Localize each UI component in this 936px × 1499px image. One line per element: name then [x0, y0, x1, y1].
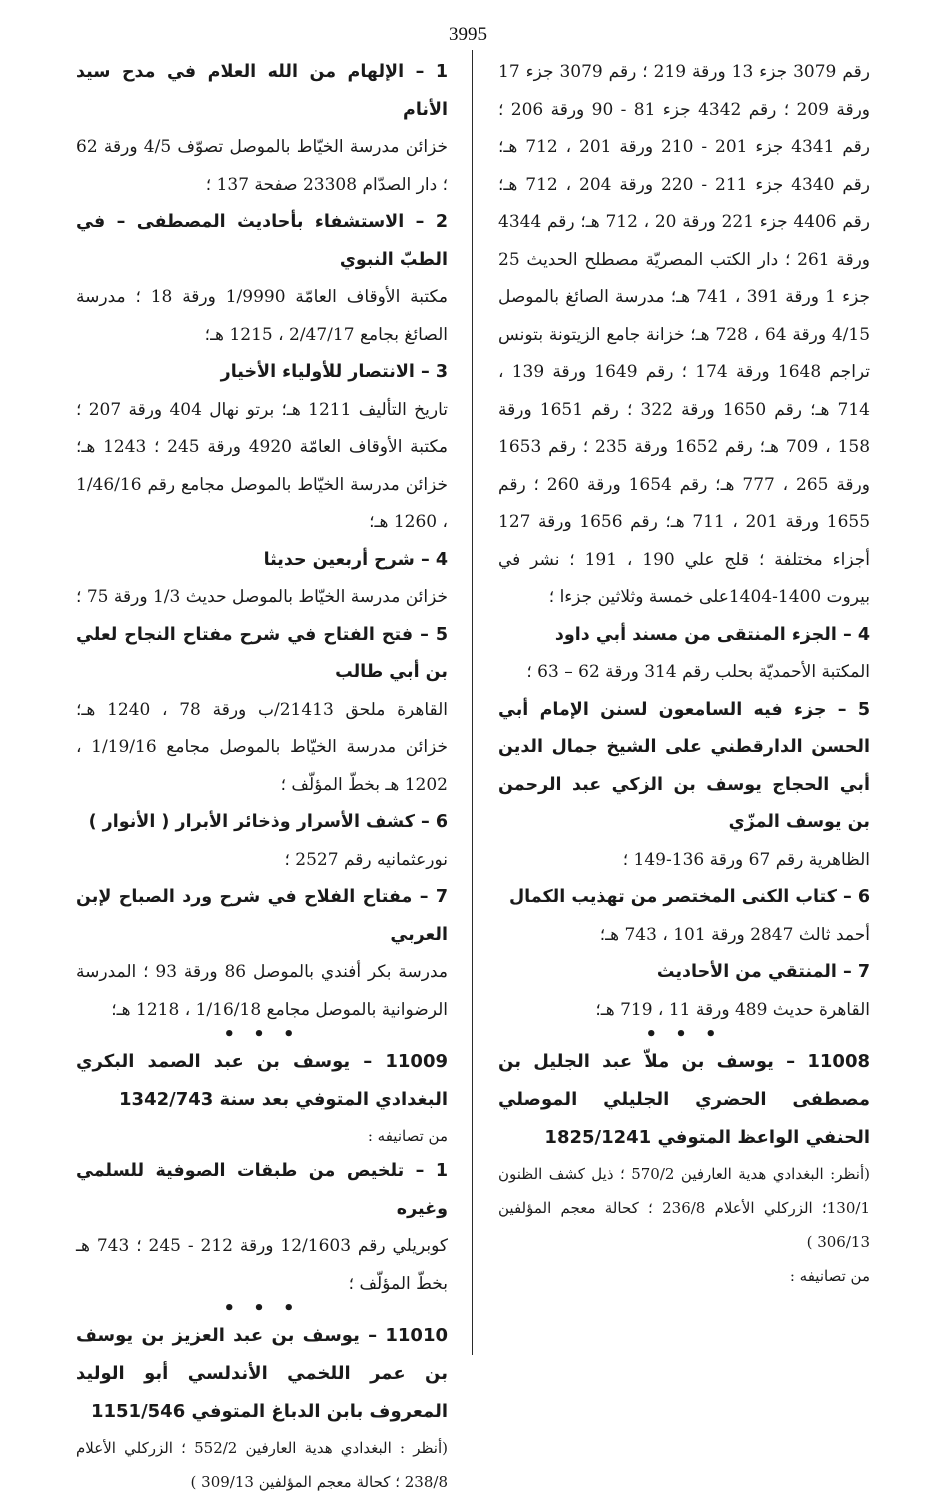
left-column [76, 54, 448, 1499]
work-title: 5 – فتح الفتاح في شرح مفتاح النجاح لعلي بن أبي طالب [76, 624, 448, 682]
entry-text: أحمد ثالث 2847 ورقة 101 ، 743 هـ؛ [599, 924, 870, 945]
work-title: 6 – كشف الأسرار وذخائر الأبرار ( الأنوار ) [88, 812, 448, 832]
separator-dots: • • • [223, 1024, 301, 1045]
work-title: 1 – الإلهام من الله العلام في مدح سيد الأنام [76, 62, 448, 120]
entry-text: تاريخ التأليف 1211 هـ؛ برتو نهال 404 ورقة 207 ؛ مكتبة الأوقاف العامّة 4920 ورقة 245 ؛ 1243 هـ؛ خزائن مدرسة الخيّاط بالموصل مجامع رقم 1/46/16 ، 1260 هـ؛ [76, 399, 449, 532]
author-entry-heading: 11008 – يوسف بن ملاّ عبد الجليل بن مصطفى الحضري الجليلي الموصلي الحنفي الواعظ المتوفي 1825/1241 [498, 1051, 870, 1148]
column-divider [472, 50, 473, 1355]
work-title: 6 – كتاب الكنى المختصر من تهذيب الكمال [509, 887, 870, 907]
work-title: 2 – الاستشفاء بأحاديث المصطفى – في الطبّ النبوي [76, 212, 448, 270]
entry-text: الظاهرية رقم 67 ورقة 136-149 ؛ [622, 849, 870, 870]
entry-text: مدرسة بكر أفندي بالموصل 86 ورقة 93 ؛ المدرسة الرضوانية بالموصل مجامع 1/16/18 ، 1218 هـ؛ [76, 962, 448, 1020]
entry-text: خزائن مدرسة الخيّاط بالموصل حديث 1/3 ورقة 75 ؛ [76, 587, 448, 607]
work-title: 4 – الجزء المنتقى من مسند أبي داود [554, 624, 870, 645]
entry-text: رقم 3079 جزء 13 ورقة 219 ؛ رقم 3079 جزء 17 ورقة 209 ؛ رقم 4342 جزء 81 - 90 ورقة 206 ؛ رقم 4341 جزء 201 - 210 ورقة 201 ، 712 هـ؛ رقم 4340 جزء 211 - 220 ورقة 204 ، 712 هـ؛ رقم 4406 جزء 221 ورقة 20 ، 712 هـ؛ رقم 4344 ورقة 261 ؛ دار الكتب المصريّة مصطلح الحديث 25 جزء 1 ورقة 391 ، 741 هـ؛ مدرسة الصائغ بالموصل 4/15 ورقة 64 ، 728 هـ؛ خزانة جامع الزيتونة بتونس تراجم 1648 ورقة 174 ؛ رقم 1649 ورقة 139 ، 714 هـ؛ رقم 1650 ورقة 322 ؛ رقم 1651 ورقة 158 ، 709 هـ؛ رقم 1652 ورقة 235 ؛ رقم 1653 ورقة 265 ، 777 هـ؛ رقم 1654 ورقة 260 ؛ رقم 1655 ورقة 201 ، 711 هـ؛ رقم 1656 ورقة 127 أجزاء مختلفة ؛ قلج علي 190 ، 191 ؛ نشر في بيروت 1400-1404على خمسة وثلاثين جزءا ؛ [498, 62, 871, 607]
entry-text: مكتبة الأوقاف العامّة 1/9990 ورقة 18 ؛ مدرسة الصائغ بجامع 2/47/17 ، 1215 هـ؛ [76, 287, 449, 345]
separator-dots: • • • [645, 1024, 723, 1045]
work-title: 1 – تلخيص من طبقات الصوفية للسلمي وغيره [76, 1161, 448, 1219]
entry-text: خزائن مدرسة الخيّاط بالموصل تصوّف 4/5 ورقة 62 ؛ دار الصدّام 23308 صفحة 137 ؛ [76, 137, 449, 195]
author-entry-heading: 11009 – يوسف بن عبد الصمد البكري البغدادي المتوفي بعد سنة 1342/743 [76, 1051, 448, 1110]
entry-text: القاهرة ملحق 21413/ب ورقة 78 ، 1240 هـ؛ خزائن مدرسة الخيّاط بالموصل مجامع 1/19/16 ، 1202 هـ بخطّ المؤلّف ؛ [76, 699, 449, 795]
page-number: 3995 [449, 24, 487, 45]
author-entry-heading: 11010 – يوسف بن عبد العزيز بن يوسف بن عمر اللخمي الأندلسي أبو الوليد المعروف بابن الدباغ المتوفي 1151/546 [76, 1325, 448, 1422]
work-title: 5 – جزء فيه السامعون لسنن الإمام أبي الحسن الدارقطني على الشيخ جمال الدين أبي الحجاج يوسف بن الزكي عبد الرحمن بن يوسف المزّي [498, 699, 870, 832]
entry-text: كوبريلي رقم 12/1603 ورقة 212 - 245 ؛ 743 هـ بخطّ المؤلّف ؛ [76, 1236, 448, 1294]
entry-text: نورعثمانيه رقم 2527 ؛ [284, 849, 448, 870]
work-title: 3 – الانتصار للأولياء الأخيار [220, 362, 448, 382]
right-column [498, 54, 870, 1293]
work-title: 7 – مفتاح الفلاح في شرح ورد الصباح لإبن العربي [76, 887, 448, 945]
reference-note: (أنظر : البغدادي هدية العارفين 552/2 ؛ الزركلي الأعلام 238/8 ؛ كحالة معجم المؤلفين 309/13 ) [76, 1439, 448, 1491]
entry-text: القاهرة حديث 489 ورقة 11 ، 719 هـ؛ [595, 999, 870, 1020]
entry-text: المكتبة الأحمديّة بحلب رقم 314 ورقة 62 – 63 ؛ [526, 662, 870, 682]
work-title: 4 – شرح أربعين حديثا [263, 549, 448, 570]
work-title: 7 – المنتقي من الأحاديث [656, 962, 870, 982]
works-intro: من تصانيفه : [789, 1267, 870, 1285]
separator-dots: • • • [223, 1298, 301, 1319]
reference-note: (أنظر: البغدادي هدية العارفين 570/2 ؛ ذيل كشف الظنون 130/1؛ الزركلي الأعلام 236/8 ؛ كحالة معجم المؤلفين 306/13 ) [498, 1165, 870, 1251]
works-intro: من تصانيفه : [367, 1127, 448, 1145]
